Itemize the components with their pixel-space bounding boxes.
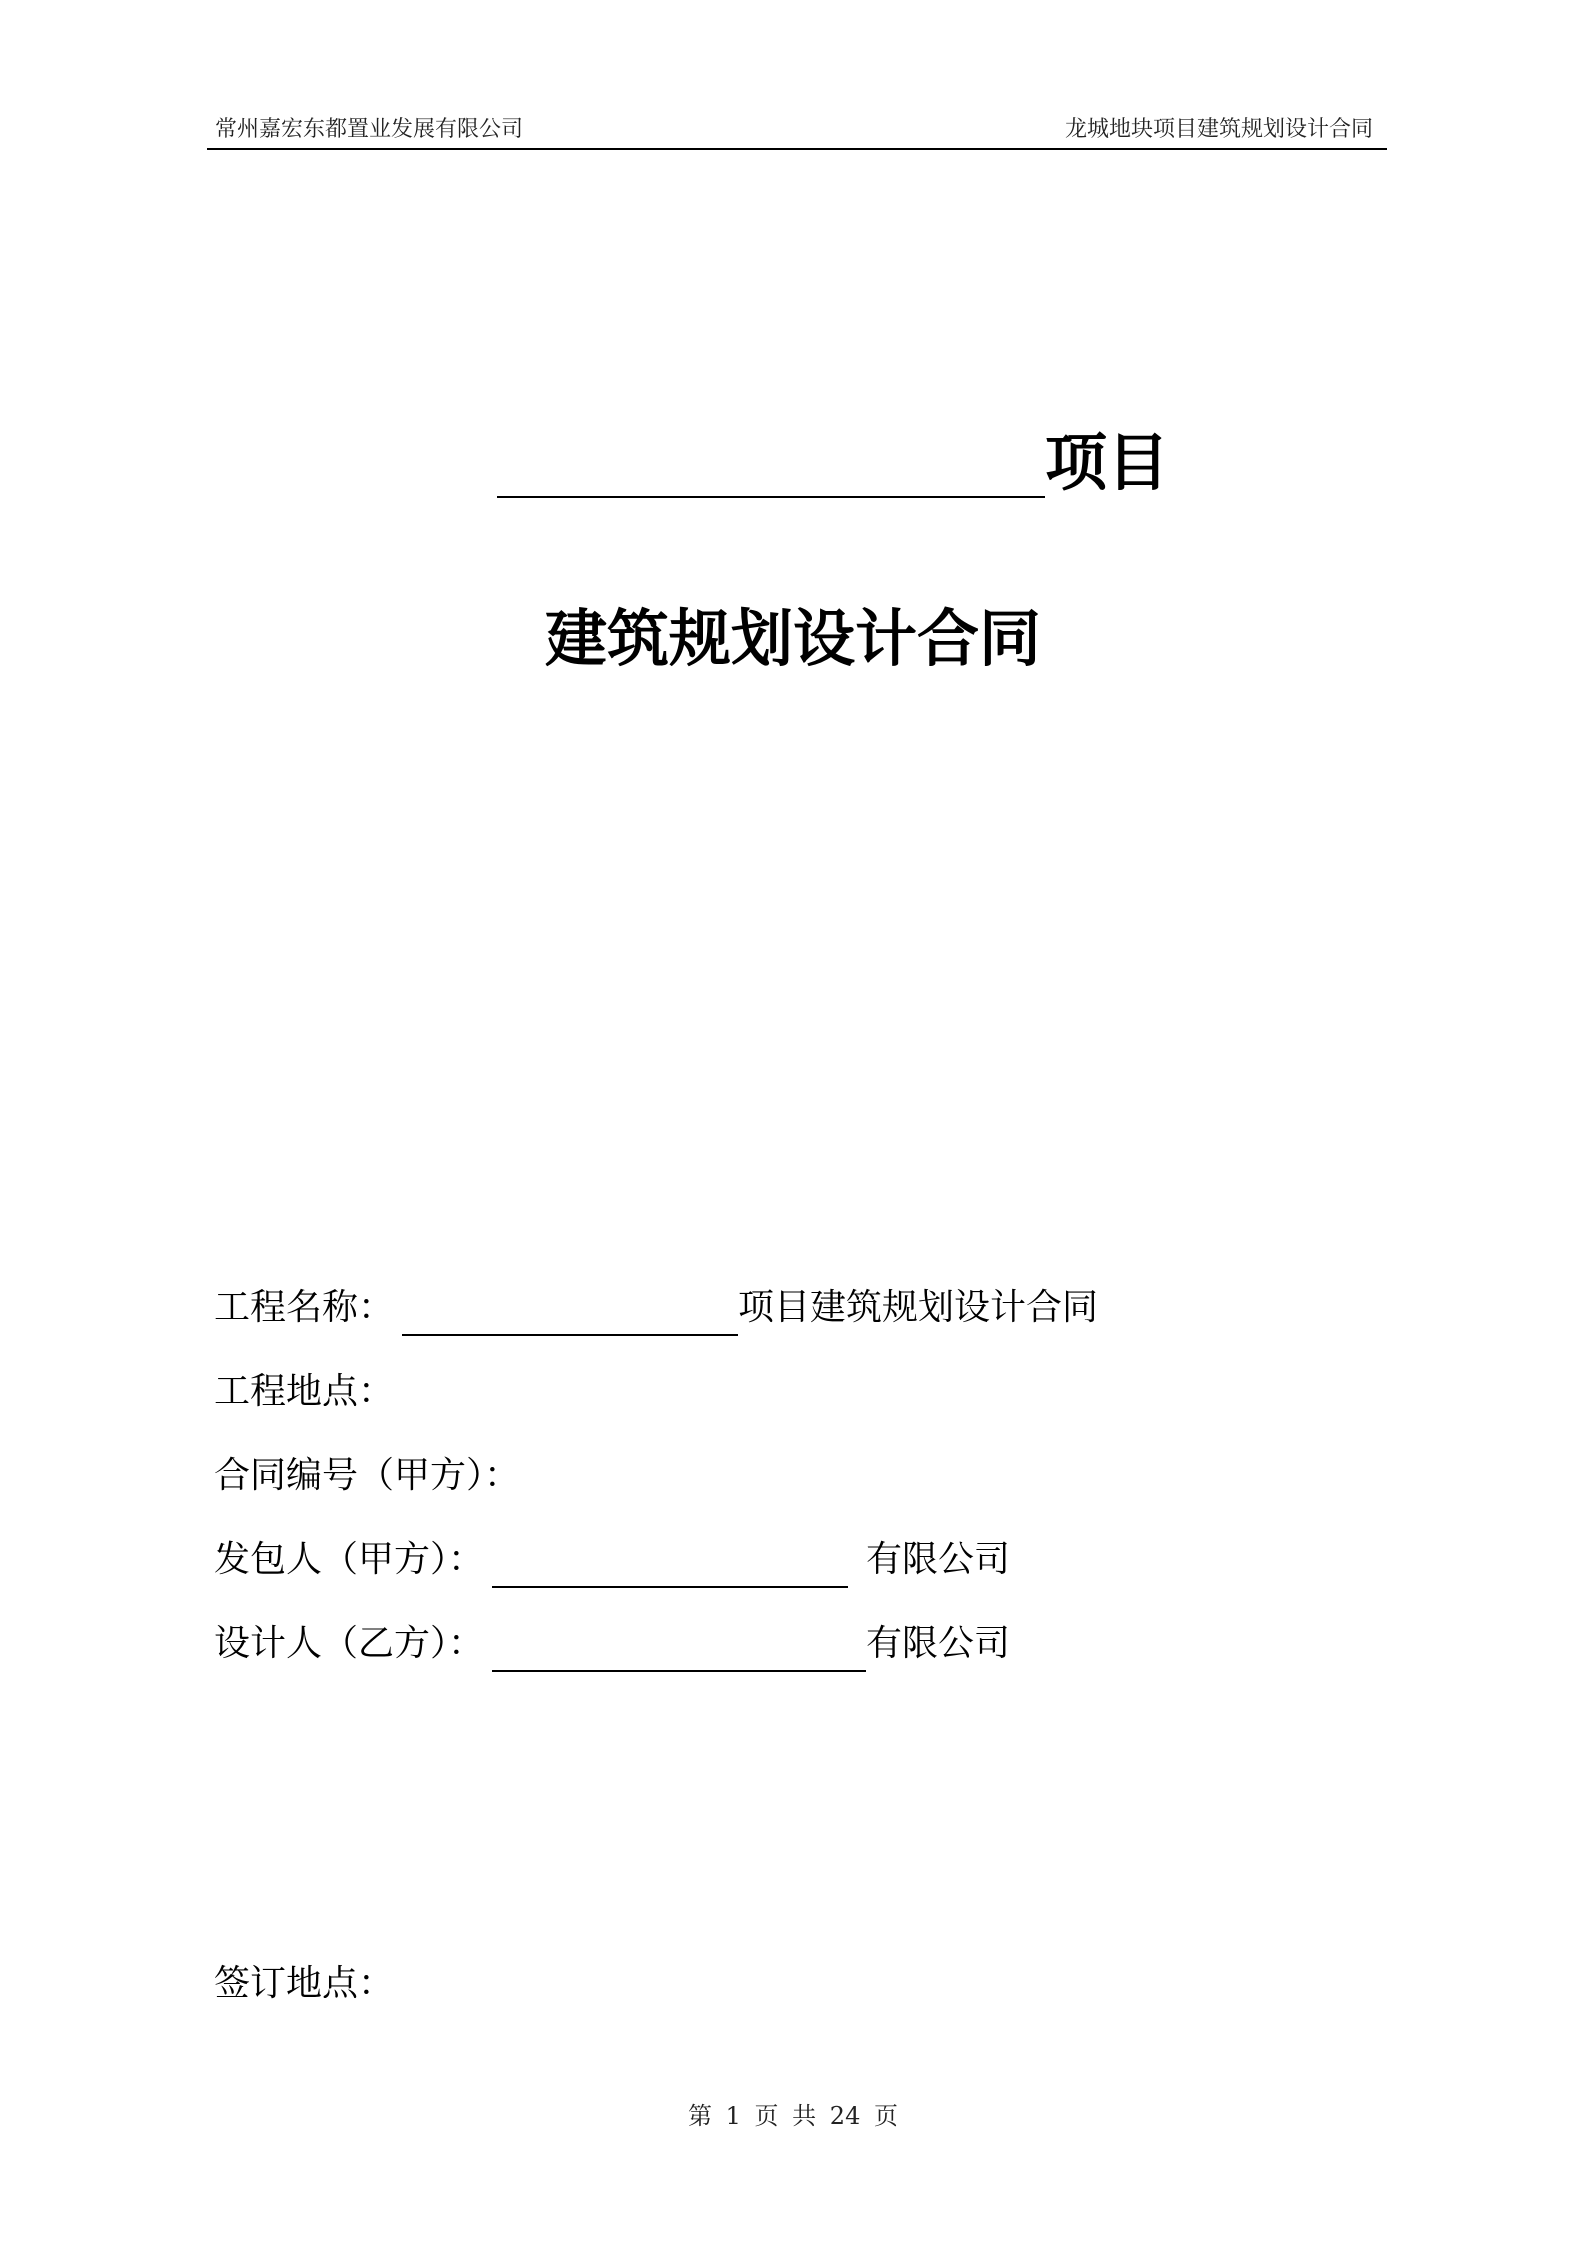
document-title: 建筑规划设计合同 xyxy=(544,602,1041,675)
sign-place-label: 签订地点： xyxy=(214,1963,395,2004)
title-project-suffix: 项目 xyxy=(1044,426,1169,499)
employer-blank xyxy=(492,1542,848,1588)
project-location-label: 工程地点： xyxy=(214,1371,395,1412)
header-company: 常州嘉宏东都置业发展有限公司 xyxy=(215,117,524,142)
page-number: 第 1 页 共 24 页 xyxy=(688,2102,898,2130)
contract-no-label: 合同编号（甲方）： xyxy=(214,1455,521,1496)
designer-row xyxy=(214,1616,1010,1672)
title-line-1 xyxy=(0,428,1586,508)
employer-label: 发包人（甲方）： xyxy=(214,1539,485,1580)
employer-suffix: 有限公司 xyxy=(866,1539,1011,1580)
project-name-suffix: 项目建筑规划设计合同 xyxy=(738,1287,1099,1328)
project-location-row xyxy=(214,1364,394,1420)
designer-blank xyxy=(492,1626,866,1672)
project-name-blank xyxy=(402,1290,738,1336)
designer-suffix: 有限公司 xyxy=(866,1623,1011,1664)
title-project-blank xyxy=(497,432,1045,498)
project-name-label: 工程名称： xyxy=(214,1287,395,1328)
contract-no-row xyxy=(214,1448,520,1504)
employer-row xyxy=(214,1532,1010,1588)
project-name-row xyxy=(214,1280,1098,1336)
page-header xyxy=(207,108,1387,150)
header-document-title: 龙城地块项目建筑规划设计合同 xyxy=(1064,117,1373,142)
designer-label: 设计人（乙方）： xyxy=(214,1623,485,1664)
